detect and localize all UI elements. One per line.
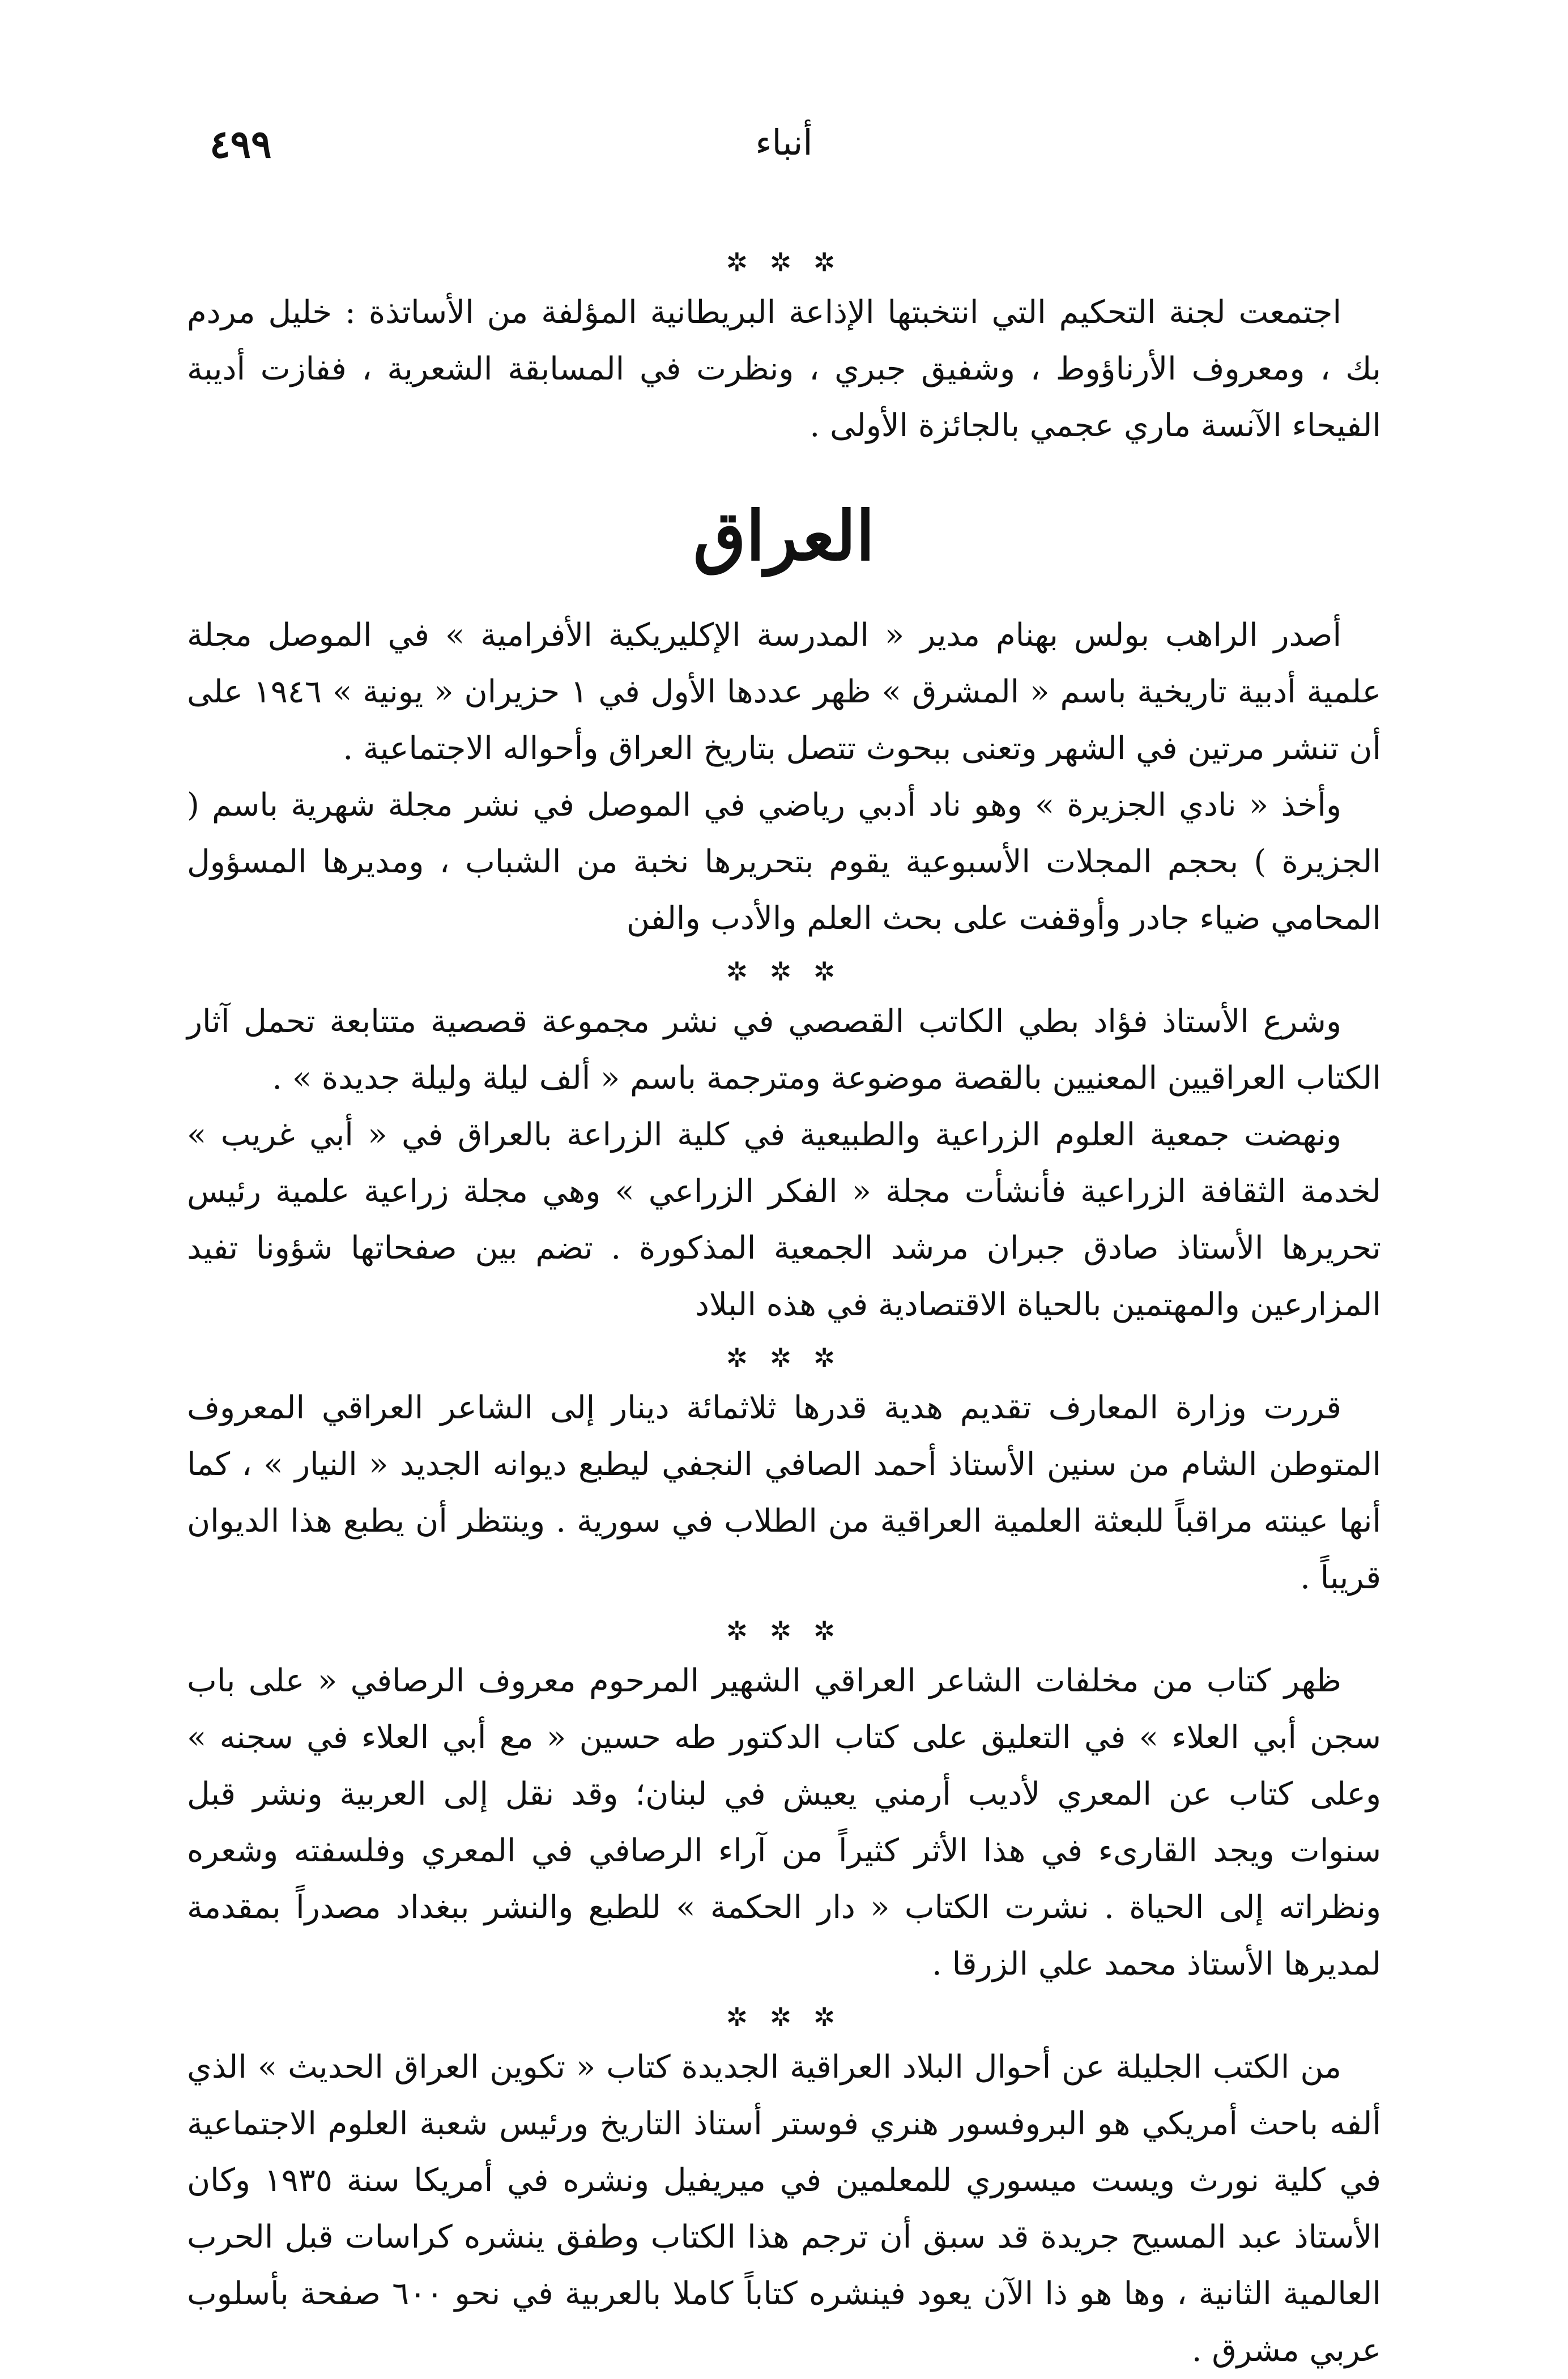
news-paragraph: وشرع الأستاذ فؤاد بطي الكاتب القصصي في نشر مجموعة قصصية متتابعة تحمل آثار الكتاب العراقيين المعنيين بالقصة موضوعة ومترجمة باسم « ألف ليلة وليلة جديدة » . [187,1003,1381,1097]
news-paragraph: وأخذ « نادي الجزيرة » وهو ناد أدبي رياضي في الموصل في نشر مجلة شهرية باسم ( الجزيرة ) بحجم المجلات الأسبوعية يقوم بتحريرها نخبة من الشباب ، ومديرها المسؤول المحامي ضياء جادر وأوقفت على بحث العلم والأدب والفن [187,787,1381,937]
news-paragraph: اجتمعت لجنة التحكيم التي انتخبتها الإذاعة البريطانية المؤلفة من الأساتذة : خليل مردم بك ، ومعروف الأرناؤوط ، وشفيق جبري ، ونظرت في المسابقة الشعرية ، ففازت أديبة الفيحاء الآنسة ماري عجمي بالجائزة الأولى . [187,294,1381,444]
separator-stars: ✲ ✲ ✲ [726,956,842,987]
running-title: أنباء [755,122,813,163]
news-paragraph: ظهر كتاب من مخلفات الشاعر العراقي الشهير المرحوم معروف الرصافي « على باب سجن أبي العلاء » في التعليق على كتاب الدكتور طه حسين « مع أبي العلاء في سجنه » وعلى كتاب عن المعري لأديب أرمني يعيش في لبنان؛ وقد نقل إلى العربية ونشر قبل سنوات ويجد القارىء في هذا الأثر كثيراً من آراء الرصافي في المعري وفلسفته وشعره ونظراته إلى الحياة . نشرت الكتاب « دار الحكمة » للطبع والنشر ببغداد مصدراً بمقدمة لمديرها الأستاذ محمد علي الزرقا . [187,1662,1381,1982]
news-paragraph: ونهضت جمعية العلوم الزراعية والطبيعية في كلية الزراعة بالعراق في « أبي غريب » لخدمة الثقافة الزراعية فأنشأت مجلة « الفكر الزراعي » وهي مجلة زراعية علمية رئيس تحريرها الأستاذ صادق جبران مرشد الجمعية المذكورة . تضم بين صفحاتها شؤونا تفيد المزارعين والمهتمين بالحياة الاقتصادية في هذه البلاد [187,1116,1381,1323]
section-title: العراق [693,496,875,576]
separator-stars: ✲ ✲ ✲ [726,1615,842,1646]
separator-stars: ✲ ✲ ✲ [726,247,842,278]
page-number: ٤٩٩ [210,122,272,167]
separator-stars: ✲ ✲ ✲ [726,2002,842,2032]
page-header [187,122,1381,184]
news-paragraph: أصدر الراهب بولس بهنام مدير « المدرسة الإكليريكية الأفرامية » في الموصل مجلة علمية أدبية تاريخية باسم « المشرق » ظهر عددها الأول في ١ حزيران « يونية » ١٩٤٦ على أن تنشر مرتين في الشهر وتعنى ببحوث تتصل بتاريخ العراق وأحواله الاجتماعية . [187,617,1382,767]
page-content [187,238,1381,2379]
separator-stars: ✲ ✲ ✲ [726,1342,842,1373]
news-paragraph: من الكتب الجليلة عن أحوال البلاد العراقية الجديدة كتاب « تكوين العراق الحديث » الذي ألفه باحث أمريكي هو البروفسور هنري فوستر أستاذ التاريخ ورئيس شعبة العلوم الاجتماعية في كلية نورث ويست ميسوري للمعلمين في ميريفيل ونشره في أمريكا سنة ١٩٣٥ وكان الأستاذ عبد المسيح جريدة قد سبق أن ترجم هذا الكتاب وطفق ينشره كراسات قبل الحرب العالمية الثانية ، وها هو ذا الآن يعود فينشره كتاباً كاملا بالعربية في نحو ٦٠٠ صفحة بأسلوب عربي مشرق . [187,2049,1381,2369]
news-paragraph: قررت وزارة المعارف تقديم هدية قدرها ثلاثمائة دينار إلى الشاعر العراقي المعروف المتوطن الشام من سنين الأستاذ أحمد الصافي النجفي ليطبع ديوانه الجديد « النيار » ، كما أنها عينته مراقباً للبعثة العلمية العراقية من الطلاب في سورية . وينتظر أن يطبع هذا الديوان قريباً . [187,1389,1381,1596]
